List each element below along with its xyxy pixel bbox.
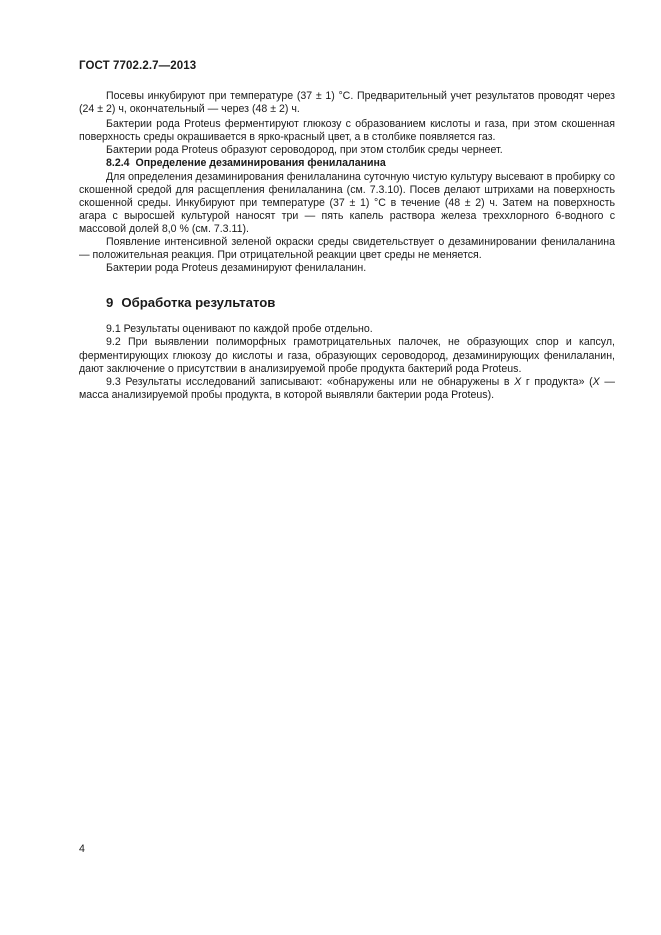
paragraph: Для определения дезаминирования фенилаланина суточную чистую культуру высевают в пробирку со скошенной средой для расщепления фенилаланина (см. 7.3.10). Посев делают штрихами на поверхность скошенной среды. Инкубируют при температуре (37 ± 1) °С в течение (48 ± 2) ч. Затем на поверхность агара с выросшей культурой наносят три — пять капель раствора железа треххлорного 6-водного с массовой долей 8,0 % (см. 7.3.11).	[79, 170, 615, 235]
subsection-number: 8.2.4	[106, 157, 130, 170]
clause-text: г продукта» (	[521, 375, 593, 388]
section-title: Обработка результатов	[121, 295, 276, 311]
variable-x: X	[514, 375, 522, 388]
clause-text: — масса анализируемой пробы продукта, в которой выявляли бактерии рода Proteus).	[79, 375, 615, 401]
clause-9-2: 9.2 При выявлении полиморфных грамотрицательных палочек, не образующих спор и капсул, ферментирующих глюкозу до кислоты и газа, образующих сероводород, дезаминирующих фенилаланин, дают заключение о присутствии в анализируемой пробе продукта бактерий рода Proteus.	[79, 336, 615, 375]
paragraph: Появление интенсивной зеленой окраски среды свидетельствует о дезаминировании фенилаланина — положительная реакция. При отрицательной реакции цвет среды не меняется.	[79, 236, 615, 262]
page-body	[79, 90, 615, 402]
variable-x: X	[592, 375, 600, 388]
section-number: 9	[106, 295, 114, 311]
paragraph: Посевы инкубируют при температуре (37 ± 1) °С. Предварительный учет результатов проводят через (24 ± 2) ч, окончательный — через (48 ± 2) ч.	[79, 90, 615, 116]
paragraph: Бактерии рода Proteus ферментируют глюкозу с образованием кислоты и газа, при этом скошенная поверхность среды окрашивается в ярко-красный цвет, а в столбике появляется газ.	[79, 118, 615, 144]
paragraph: Бактерии рода Proteus дезаминируют фенилаланин.	[106, 262, 367, 275]
paragraph: Бактерии рода Proteus образуют сероводород, при этом столбик среды чернеет.	[106, 144, 503, 157]
subsection-title: Определение дезаминирования фенилаланина	[135, 157, 386, 170]
clause-9-1: 9.1 Результаты оценивают по каждой пробе отдельно.	[106, 323, 373, 336]
section-heading	[79, 295, 615, 311]
page-number: 4	[79, 843, 85, 855]
clause-9-3	[79, 376, 615, 402]
subsection-heading	[79, 157, 615, 170]
document-code-header: ГОСТ 7702.2.7—2013	[79, 60, 197, 72]
clause-text: 9.3 Результаты исследований записывают: «обнаружены или не обнаружены в	[106, 375, 515, 388]
